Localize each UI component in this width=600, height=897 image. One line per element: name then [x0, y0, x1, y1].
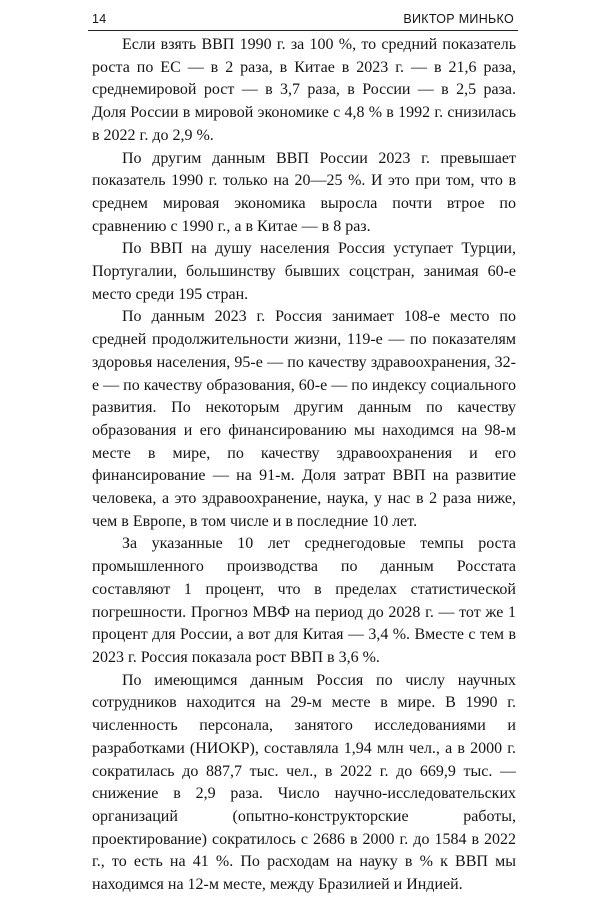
paragraph-gdp-growth: Если взять ВВП 1990 г. за 100 %, то средний показатель роста по ЕС — в 2 раза, в Китае в 2023 г. — в 21,6 раза, среднемировой рост — в 3,7 раза, в России — в 2,5 раза. Доля России в мировой экономике с 4,8 % в 1992 г. снизилась в 2022 г. до 2,9 %.	[92, 36, 516, 144]
paragraph-gdp-comparison: По другим данным ВВП России 2023 г. превышает показатель 1990 г. только на 20—25 %. И это при том, что в среднем мировая экономика выросла почти втрое по сравнению с 1990 г., а в Китае — в 8 раз.	[92, 149, 516, 235]
paragraph-science: По имеющимся данным Россия по числу научных сотрудников находится на 29-м месте в мире. В 1990 г. численность персонала, занятого исследованиями и разработками (НИОКР), составляла 1,94 млн чел., а в 2000 г. сократилась до 887,7 тыс. чел., в 2022 г. до 669,9 тыс. — снижение в 2,9 раза. Число научно-исследовательских организаций (опытно-конструкторские работы, проектирование) сократилось с 2686 в 2000 г. до 1584 в 2022 г., то есть на 41 %. По расходам на науку в % к ВВП мы находимся на 12-м месте, между Бразилией и Индией.	[92, 671, 516, 894]
page-number: 14	[92, 12, 107, 26]
paragraph-gdp-per-capita: По ВВП на душу населения Россия уступает Турции, Португалии, большинству бывших соцстран, занимая 60-е место среди 195 стран.	[92, 240, 516, 303]
body-text	[92, 34, 516, 897]
paragraph-rankings: По данным 2023 г. Россия занимает 108-е место по средней продолжительности жизни, 119-е — по показателям здоровья населения, 95-е — по качеству здравоохранения, 32-е — по качеству образования, 60-е — по индексу социального развития. По некоторым другим данным по качеству образования и его финансированию мы находимся на 98-м месте в мире, по качеству здравоохранения и его финансирование — на 91-м. Доля затрат ВВП на развитие человека, а это здравоохранение, наука, у нас в 2 раза ниже, чем в Европе, в том числе и в последние 10 лет.	[92, 308, 516, 530]
paragraph-industry: За указанные 10 лет среднегодовые темпы роста промышленного производства по данным Росстата составляют 1 процент, что в пределах статистической погрешности. Прогноз МВФ на период до 2028 г. — тот же 1 процент для России, а вот для Китая — 3,4 %. Вместе с тем в 2023 г. Россия показала рост ВВП в 3,6 %.	[92, 535, 516, 666]
running-header	[88, 6, 518, 31]
author-name: ВИКТОР МИНЬКО	[403, 12, 514, 26]
